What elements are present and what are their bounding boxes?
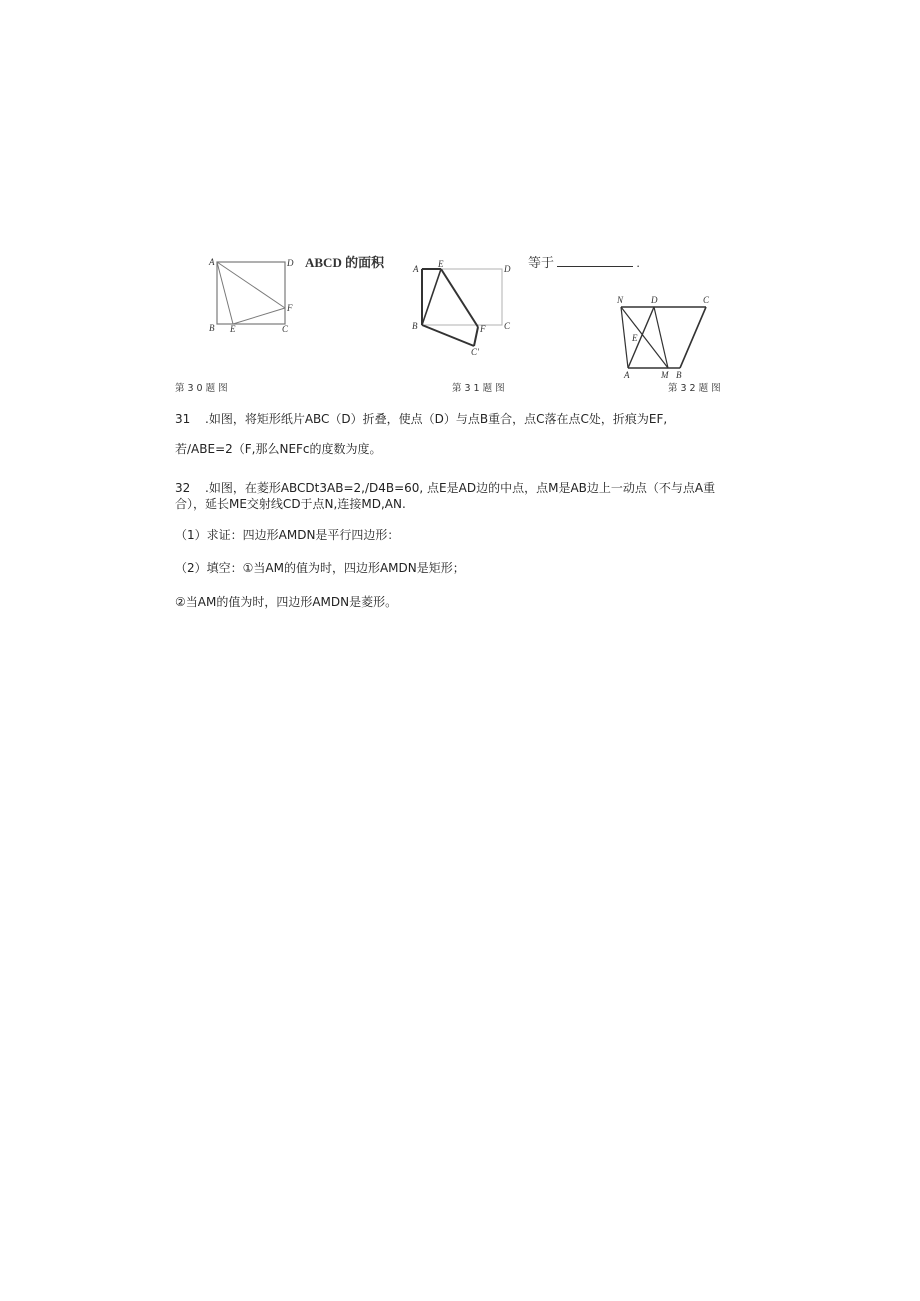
question-32-part-1: （1）求证：四边形AMDN是平行四边形： [175, 528, 400, 542]
question-31-line-1 [175, 411, 667, 427]
area-text: ABCD 的面积 [305, 255, 385, 270]
fig30-caption: 第30题图 [175, 383, 231, 394]
fig32-label-c: C [703, 295, 710, 305]
fig31-edge-c1f [474, 327, 478, 346]
fig31-edge-bc1 [422, 325, 474, 346]
equals-line [528, 252, 640, 271]
fig30-label-e: E [230, 324, 236, 334]
answer-blank [557, 256, 633, 267]
equals-text: 等于 [528, 255, 555, 270]
fig31-label-b: B [412, 321, 418, 331]
question-32-part-2: （2）填空：①当AM的值为时，四边形AMDN是矩形； [175, 561, 465, 575]
fig31-line-be [422, 269, 441, 325]
fig32-line-na [621, 307, 628, 368]
question-31-text-1: .如图，将矩形纸片ABC（D）折叠，使点（D）与点B重合，点C落在点C处，折痕为EF, [205, 412, 668, 426]
fig31-label-e: E [438, 259, 444, 269]
question-31-line-2: 若∕ABE=2（F,那么NEFc的度数为度。 [175, 442, 382, 456]
fig32-caption: 第32题图 [668, 383, 724, 394]
fig32-label-m: M [661, 370, 669, 380]
end-mark: . [636, 255, 640, 270]
question-32-number: 32 [175, 481, 191, 495]
question-32-text-1: .如图，在菱形ABCDt3AB=2,/D4B=60, 点E是AD边的中点，点M是AB边上一动点（不与点A重 [205, 481, 716, 495]
fig32-label-b: B [676, 370, 682, 380]
fig30-square [217, 262, 285, 324]
question-31-number: 31 [175, 412, 191, 426]
fig30-line-ef [233, 308, 285, 324]
fig31-label-f: F [480, 324, 486, 334]
fig32-label-e: E [632, 333, 638, 343]
question-32-line-2: 合），延长ME交射线CD于点N,连接MD,AN. [175, 497, 406, 511]
question-32-line-1 [175, 480, 715, 496]
figure-31 [408, 258, 518, 358]
fig31-label-d: D [504, 264, 511, 274]
fig31-fold-ef [441, 269, 478, 327]
fig30-label-a: A [209, 257, 215, 267]
question-32-part-3: ②当AM的值为时，四边形AMDN是菱形。 [175, 595, 398, 609]
fig30-label-d: D [287, 258, 294, 268]
fig31-label-c1: C' [471, 347, 479, 357]
fig32-label-a: A [624, 370, 630, 380]
fig31-label-c: C [504, 321, 511, 331]
fig31-rectangle [422, 269, 502, 325]
fig31-caption: 第31题图 [452, 383, 508, 394]
fig30-label-f: F [287, 303, 293, 313]
fig30-label-b: B [209, 323, 215, 333]
fig31-label-a: A [413, 264, 419, 274]
figure-30 [205, 252, 305, 334]
fig32-label-n: N [617, 295, 624, 305]
fig32-line-bc [680, 307, 706, 368]
figure-32 [612, 292, 722, 382]
fig30-label-c: C [282, 324, 289, 334]
fig32-label-d: D [651, 295, 658, 305]
